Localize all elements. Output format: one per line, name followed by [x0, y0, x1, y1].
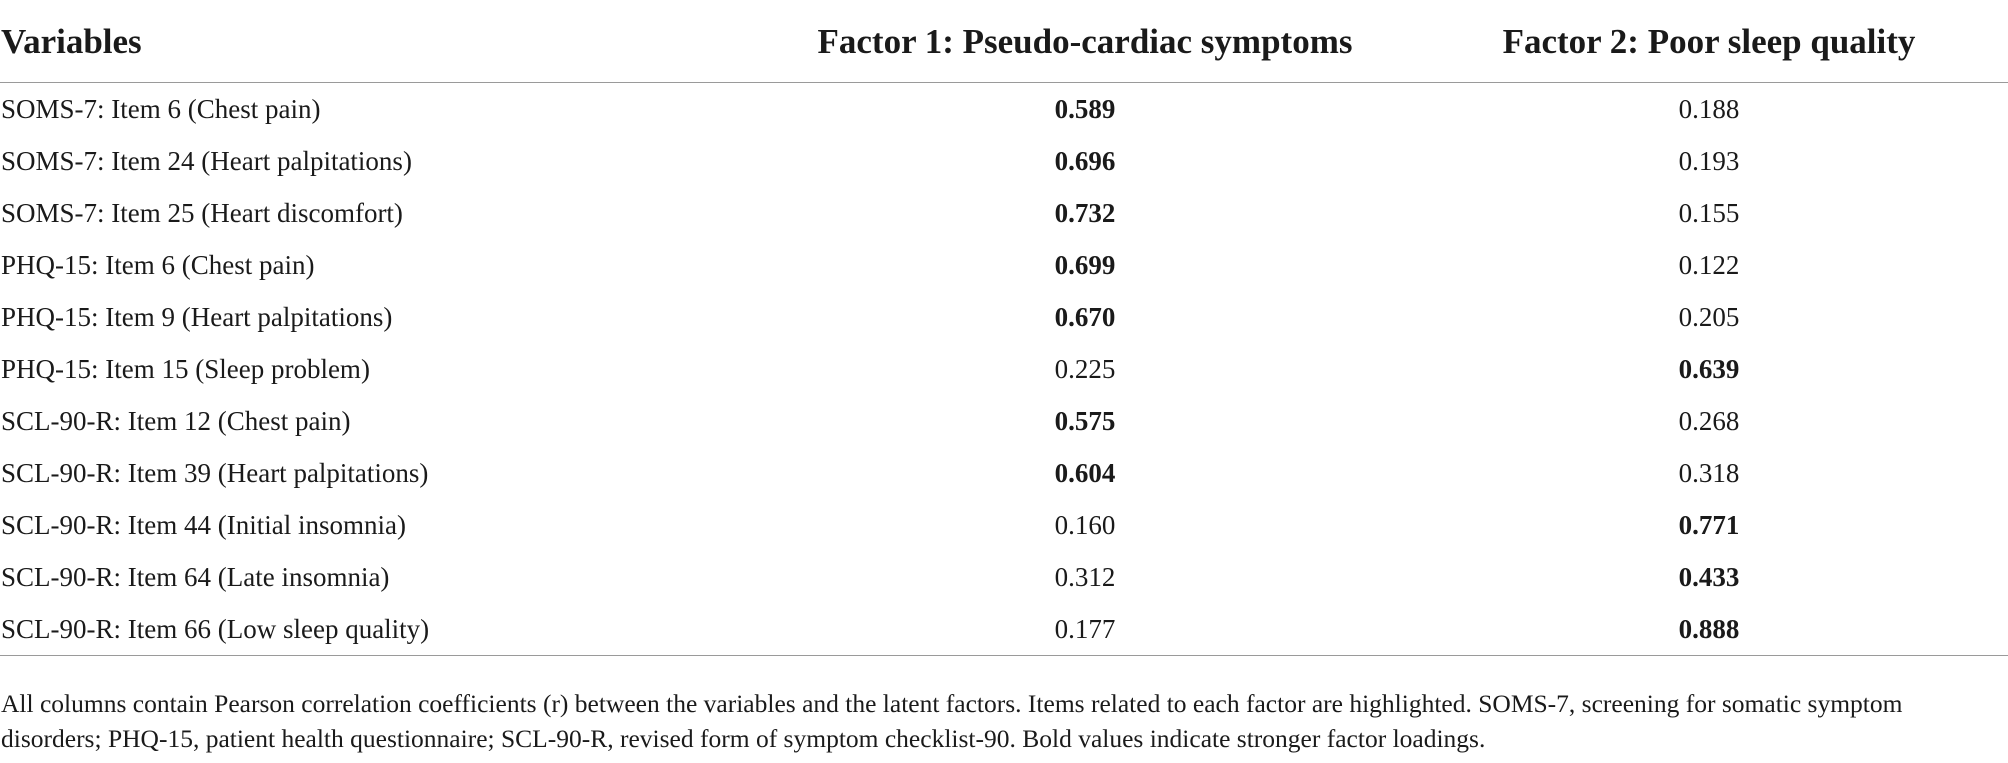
cell-factor1: 0.696 — [1054, 145, 1116, 176]
cell-factor2: 0.433 — [1678, 561, 1740, 592]
cell-variable: PHQ-15: Item 15 (Sleep problem) — [1, 353, 370, 384]
cell-factor1: 0.225 — [1054, 353, 1116, 384]
cell-factor1: 0.670 — [1054, 301, 1116, 332]
cell-factor2: 0.188 — [1678, 93, 1740, 124]
cell-factor1: 0.699 — [1054, 249, 1116, 280]
footnote-line-1: All columns contain Pearson correlation coefficients (r) between the variables and the latent factors. Items related to each factor are highlighted. SOMS-7, screening for somatic symptom — [1, 689, 1903, 718]
table-row — [0, 291, 2008, 343]
cell-factor1: 0.589 — [1054, 93, 1116, 124]
table-row — [0, 239, 2008, 291]
cell-factor2: 0.155 — [1678, 197, 1740, 228]
cell-variable: SOMS-7: Item 6 (Chest pain) — [1, 93, 321, 124]
cell-factor2: 0.205 — [1678, 301, 1740, 332]
cell-factor2: 0.268 — [1678, 405, 1740, 436]
cell-factor2: 0.888 — [1410, 603, 2008, 656]
cell-factor2: 0.318 — [1678, 457, 1740, 488]
table-row — [0, 499, 2008, 551]
cell-variable: SOMS-7: Item 24 (Heart palpitations) — [1, 145, 412, 176]
cell-variable: SOMS-7: Item 25 (Heart discomfort) — [1, 197, 403, 228]
cell-variable: SCL-90-R: Item 12 (Chest pain) — [1, 405, 351, 436]
cell-variable: PHQ-15: Item 6 (Chest pain) — [1, 249, 315, 280]
cell-variable: SCL-90-R: Item 39 (Heart palpitations) — [1, 457, 429, 488]
cell-factor2: 0.193 — [1678, 145, 1740, 176]
cell-factor1: 0.160 — [1054, 509, 1116, 540]
cell-factor1: 0.732 — [1054, 197, 1116, 228]
table-row — [0, 135, 2008, 187]
table-row — [0, 83, 2008, 136]
cell-factor1: 0.575 — [1054, 405, 1116, 436]
table-row — [0, 187, 2008, 239]
cell-factor2: 0.122 — [1678, 249, 1740, 280]
table-row — [0, 603, 2008, 656]
cell-variable: SCL-90-R: Item 64 (Late insomnia) — [1, 561, 390, 592]
table-footnote — [1, 686, 2001, 756]
header-row — [0, 0, 2008, 83]
cell-variable: SCL-90-R: Item 66 (Low sleep quality) — [0, 603, 760, 656]
table-row — [0, 395, 2008, 447]
table-body — [0, 83, 2008, 656]
header-factor2: Factor 2: Poor sleep quality — [1410, 0, 2008, 83]
cell-factor1: 0.604 — [1054, 457, 1116, 488]
cell-variable: PHQ-15: Item 9 (Heart palpitations) — [1, 301, 393, 332]
table-row — [0, 551, 2008, 603]
footnote-line-2: disorders; PHQ-15, patient health questionnaire; SCL-90-R, revised form of symptom checklist-90. Bold values indicate stronger factor loadings. — [1, 724, 1486, 753]
header-factor1: Factor 1: Pseudo-cardiac symptoms — [760, 0, 1410, 83]
header-variables: Variables — [0, 0, 760, 83]
table-row — [0, 343, 2008, 395]
table-row — [0, 447, 2008, 499]
cell-factor2: 0.639 — [1678, 353, 1740, 384]
cell-factor2: 0.771 — [1678, 509, 1740, 540]
cell-factor1: 0.177 — [760, 603, 1410, 656]
cell-variable: SCL-90-R: Item 44 (Initial insomnia) — [1, 509, 406, 540]
cell-factor1: 0.312 — [1054, 561, 1116, 592]
table-header — [0, 0, 2008, 83]
